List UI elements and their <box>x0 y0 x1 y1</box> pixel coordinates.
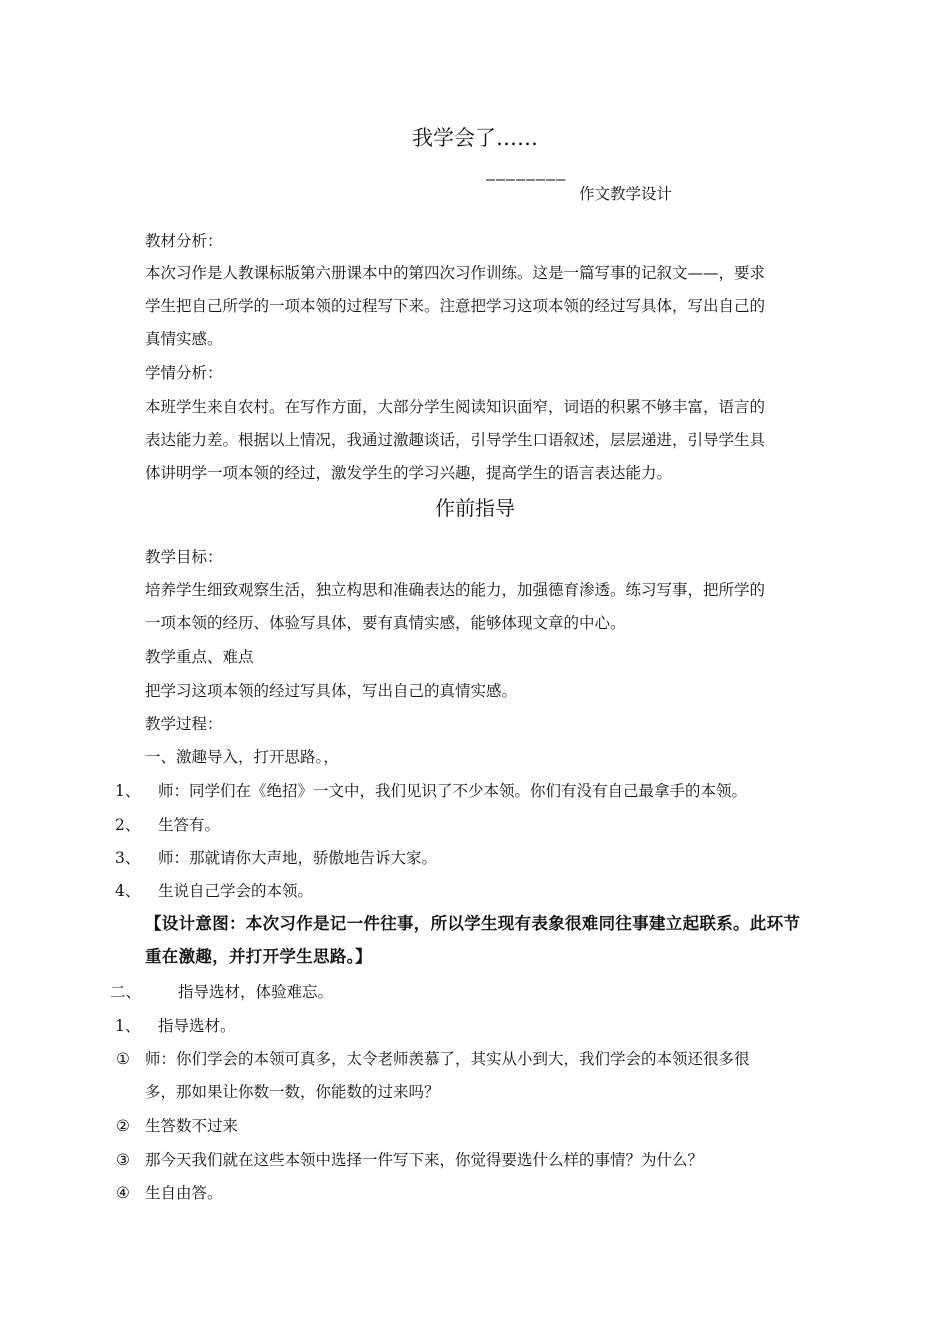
circled-item-line: 师：你们学会的本领可真多，太令老师羡慕了，其实从小到大，我们学会的本领还很多很 <box>145 1050 750 1068</box>
key-heading: 教学重点、难点 <box>145 648 254 666</box>
list-item: 指导选材。 <box>158 1017 236 1035</box>
list-item: 师：同学们在《绝招》一文中，我们见识了不少本领。你们有没有自己最拿手的本领。 <box>158 782 748 800</box>
process-heading: 教学过程： <box>145 715 223 733</box>
list-number: 3、 <box>115 849 141 867</box>
material-heading: 教材分析： <box>145 232 223 250</box>
list-number: 2、 <box>115 816 141 834</box>
goal-line: 培养学生细致观察生活，独立构思和准确表达的能力，加强德育渗透。练习写事，把所学的 <box>145 581 766 599</box>
material-line: 真情实感。 <box>145 330 223 348</box>
document-subtitle: 作文教学设计 <box>579 185 673 203</box>
material-line: 学生把自己所学的一项本领的过程写下来。注意把学习这项本领的经过写具体，写出自己的 <box>145 297 766 315</box>
circled-number: ④ <box>116 1184 130 1202</box>
student-line: 体讲明学一项本领的经过，激发学生的学习兴趣，提高学生的语言表达能力。 <box>145 464 673 482</box>
design-note-line: 【设计意图：本次习作是记一件往事，所以学生现有表象很难同往事建立起联系。此环节 <box>145 914 801 933</box>
circled-item-line: 生自由答。 <box>145 1184 223 1202</box>
subtitle-dashes: ———————— <box>486 170 567 188</box>
list-number: 1、 <box>115 1017 141 1035</box>
list-item: 生答有。 <box>158 816 221 834</box>
goal-heading: 教学目标： <box>145 548 223 566</box>
list-item: 生说自己学会的本领。 <box>158 882 314 900</box>
document-title: 我学会了…… <box>412 126 538 150</box>
material-line: 本次习作是人教课标版第六册课本中的第四次习作训练。这是一篇写事的记叙文——，要求 <box>145 264 766 282</box>
design-note-line: 重在激趣，并打开学生思路。】 <box>145 947 372 966</box>
list-number: 1、 <box>115 782 141 800</box>
guidance-title: 作前指导 <box>435 496 515 520</box>
circled-number: ① <box>116 1050 130 1068</box>
circled-number: ③ <box>116 1151 130 1169</box>
key-line: 把学习这项本领的经过写具体，写出自己的真情实感。 <box>145 682 518 700</box>
part2-heading: 指导选材，体验难忘。 <box>178 983 334 1001</box>
goal-line: 一项本领的经历、体验写具体，要有真情实感，能够体现文章的中心。 <box>145 614 626 632</box>
circled-item-line: 多，那如果让你数一数，你能数的过来吗？ <box>145 1083 440 1101</box>
student-line: 表达能力差。根据以上情况，我通过激趣谈话，引导学生口语叙述，层层递进，引导学生具 <box>145 431 766 449</box>
student-heading: 学情分析： <box>145 364 223 382</box>
part2-number: 二、 <box>110 983 142 1001</box>
student-line: 本班学生来自农村。在写作方面，大部分学生阅读知识面窄，词语的积累不够丰富，语言的 <box>145 398 766 416</box>
circled-number: ② <box>116 1117 130 1135</box>
circled-item-line: 那今天我们就在这些本领中选择一件写下来，你觉得要选什么样的事情？为什么？ <box>145 1151 704 1169</box>
circled-item-line: 生答数不过来 <box>145 1117 239 1135</box>
list-item: 师：那就请你大声地，骄傲地告诉大家。 <box>158 849 438 867</box>
part1-heading: 一、激趣导入，打开思路。， <box>145 748 339 766</box>
list-number: 4、 <box>115 882 141 900</box>
